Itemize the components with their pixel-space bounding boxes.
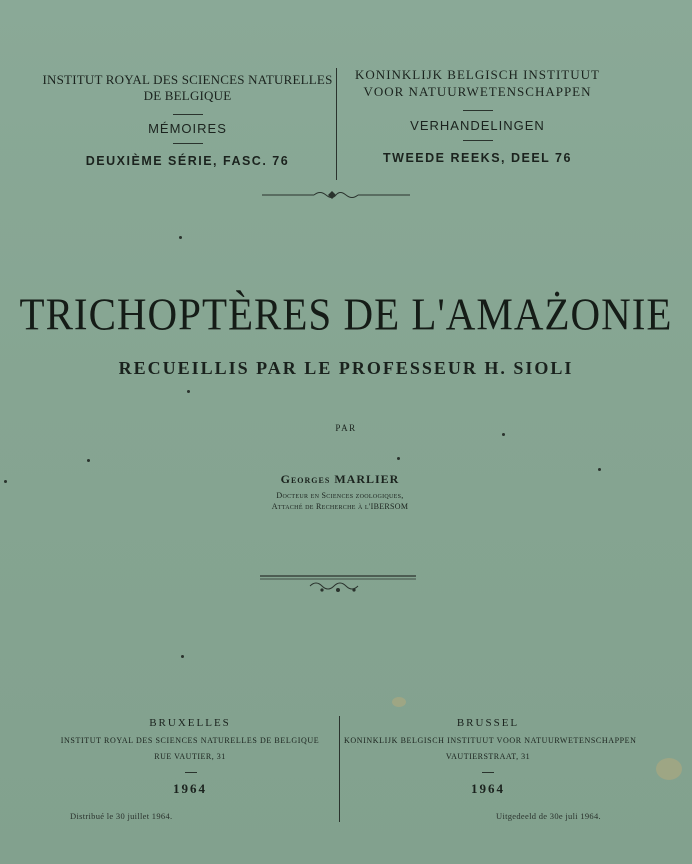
paper-speck (187, 390, 190, 393)
paper-speck (502, 433, 505, 436)
city-nl: BRUSSEL (456, 717, 520, 729)
by-label: PAR (335, 423, 357, 433)
author-last-name: MARLIER (334, 472, 400, 486)
main-title: TRICHOPTÈRES DE L'AMAŻONIE (19, 288, 673, 340)
paper-speck (179, 236, 182, 239)
author-name (200, 472, 480, 487)
paper-stain (392, 697, 406, 707)
imprint-divider (339, 716, 340, 822)
publisher-fr: INSTITUT ROYAL DES SCIENCES NATURELLES DE BELGIQUE (60, 736, 320, 745)
header-left (40, 72, 335, 169)
institute-name-fr-line2: DE BELGIQUE (143, 88, 232, 103)
paper-speck (598, 468, 601, 471)
paper-stain (656, 758, 682, 780)
header-right (345, 66, 610, 167)
header-ornament (262, 189, 410, 201)
city-fr: BRUXELLES (149, 717, 231, 729)
institute-name-nl-line1: KONINKLIJK BELGISCH INSTITUUT (355, 67, 600, 82)
paper-speck (4, 480, 7, 483)
paper-speck (181, 655, 184, 658)
header-left-rule-1 (173, 114, 203, 115)
publisher-nl: KONINKLIJK BELGISCH INSTITUUT VOOR NATUURWETENSCHAPPEN (344, 736, 637, 745)
header-right-rule-1 (463, 110, 493, 111)
imprint-left-rule (185, 772, 197, 773)
header-divider (336, 68, 337, 180)
subtitle: RECUEILLIS PAR LE PROFESSEUR H. SIOLI (118, 358, 574, 378)
paper-speck (87, 459, 90, 462)
institute-name-fr-line1: INSTITUT ROYAL DES SCIENCES NATURELLES (42, 72, 333, 87)
series-number-nl: TWEEDE REEKS, DEEL 76 (383, 151, 572, 165)
affiliation-line1: Docteur en Sciences zoologiques, (276, 491, 404, 500)
header-left-rule-2 (173, 143, 203, 144)
imprint-right-rule (482, 772, 494, 773)
author-first-name: Georges (280, 472, 331, 486)
distribution-date-nl: Uitgedeeld de 30e juli 1964. (496, 811, 601, 821)
institute-name-nl-line2: VOOR NATUURWETENSCHAPPEN (363, 84, 592, 99)
header-right-rule-2 (463, 140, 493, 141)
street-fr: RUE VAUTIER, 31 (154, 752, 226, 761)
year-fr: 1964 (173, 781, 207, 796)
series-name-nl: VERHANDELINGEN (410, 118, 545, 133)
year-nl: 1964 (471, 781, 505, 796)
series-name-fr: MÉMOIRES (148, 121, 227, 136)
street-nl: VAUTIERSTRAAT, 31 (445, 752, 531, 761)
middle-ornament (260, 574, 416, 594)
series-number-fr: DEUXIÈME SÉRIE, FASC. 76 (85, 154, 290, 168)
distribution-date-fr: Distribué le 30 juillet 1964. (70, 811, 173, 821)
affiliation-line2: Attaché de Recherche à l'IBERSOM (271, 502, 409, 511)
paper-speck (397, 457, 400, 460)
